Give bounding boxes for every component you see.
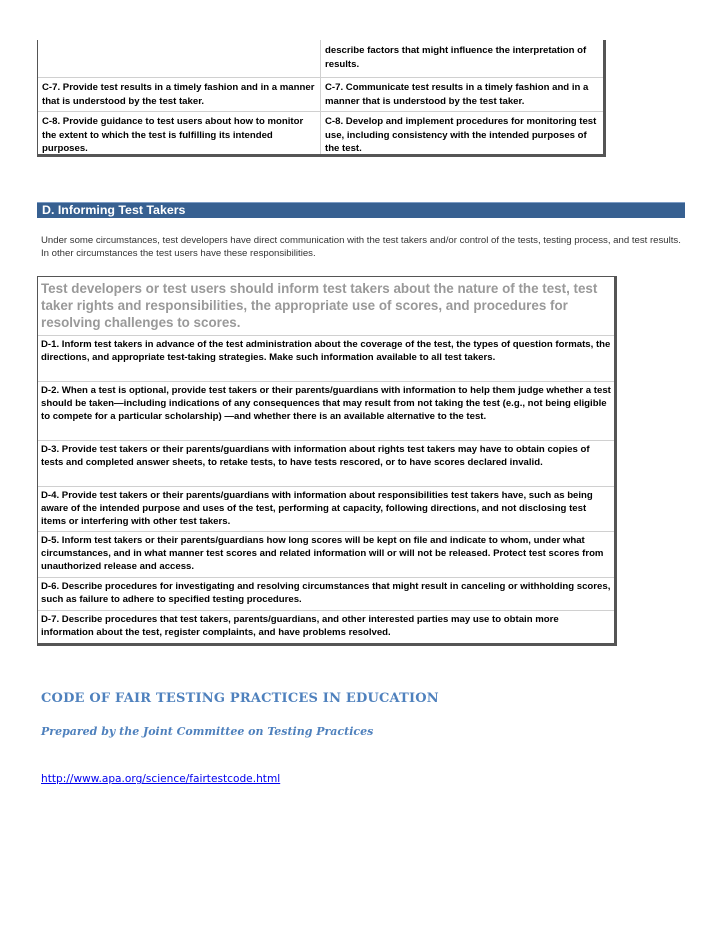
section-d-title: D. Informing Test Takers	[42, 203, 186, 217]
c-row-left: C-7. Provide test results in a timely fashion and in a manner that is understood by the test taker.	[42, 82, 315, 107]
d-requirements-box	[37, 276, 617, 646]
d-item-1: D-1. Inform test takers in advance of the test administration about the coverage of the test, the types of question formats, the directions, and appropriate test-taking strategies. Make such information available to all test takers.	[41, 339, 611, 364]
d-item-5: D-5. Inform test takers or their parents/guardians how long scores will be kept on file and indicate to whom, under what circumstances, and in what manner test scores and related information will or will not be released. Protect test scores from unauthorized release and access.	[41, 535, 604, 573]
d-item-6: D-6. Describe procedures for investigating and resolving circumstances that might result in canceling or withholding scores, such as failure to adhere to specified testing procedures.	[41, 581, 611, 606]
row-divider	[38, 486, 614, 487]
d-item-7: D-7. Describe procedures that test takers, parents/guardians, and other interested parties may use to obtain more information about the test, register complaints, and have problems resolved.	[41, 614, 559, 639]
row-divider	[38, 440, 614, 441]
document-subtitle: Prepared by the Joint Committee on Testing Practices	[41, 725, 374, 738]
table-row	[38, 111, 603, 155]
c-row-right: describe factors that might influence the interpretation of results.	[325, 45, 587, 70]
row-divider	[38, 381, 614, 382]
c-row-left: C-8. Provide guidance to test users about how to monitor the extent to which the test is fulfilling its intended purposes.	[42, 116, 304, 154]
row-divider	[38, 335, 614, 336]
d-item-2: D-2. When a test is optional, provide test takers or their parents/guardians with information to help them judge whether a test should be taken—including indications of any consequences that may result from not taking the test (e.g., not being eligible to compete for a particular scholarship) —and whether there is an available alternative to the test.	[41, 385, 611, 423]
d-item-4: D-4. Provide test takers or their parents/guardians with information about responsibilities test takers have, such as being aware of the intended purpose and uses of the test, performing at capacity, following directions, and not disclosing test items or interfering with other test takers.	[41, 490, 593, 528]
c-row-right: C-8. Develop and implement procedures for monitoring test use, including consistency with the intended purposes of the test.	[325, 116, 597, 154]
c-table	[37, 40, 606, 157]
section-d-intro: Under some circumstances, test developers have direct communication with the test takers and/or control of the tests, testing process, and test results. In other circumstances the test users have these responsibilities.	[41, 235, 681, 259]
c-row-right: C-7. Communicate test results in a timely fashion and in a manner that is understood by the test taker.	[325, 82, 589, 107]
table-row	[38, 44, 603, 74]
row-divider	[38, 610, 614, 611]
source-link[interactable]: http://www.apa.org/science/fairtestcode.html	[41, 773, 281, 785]
document-title: CODE OF FAIR TESTING PRACTICES IN EDUCATION	[41, 691, 439, 706]
d-headline: Test developers or test users should inform test takers about the nature of the test, test taker rights and responsibilities, the appropriate use of scores, and procedures for resolving challenges to scores.	[41, 281, 598, 330]
row-divider	[38, 577, 614, 578]
row-divider	[38, 531, 614, 532]
d-item-3: D-3. Provide test takers or their parents/guardians with information about rights test takers may have to obtain copies of tests and completed answer sheets, to retake tests, to have tests rescored, or to have scores declared invalid.	[41, 444, 590, 469]
section-d-header	[37, 202, 685, 218]
table-row	[38, 77, 603, 112]
